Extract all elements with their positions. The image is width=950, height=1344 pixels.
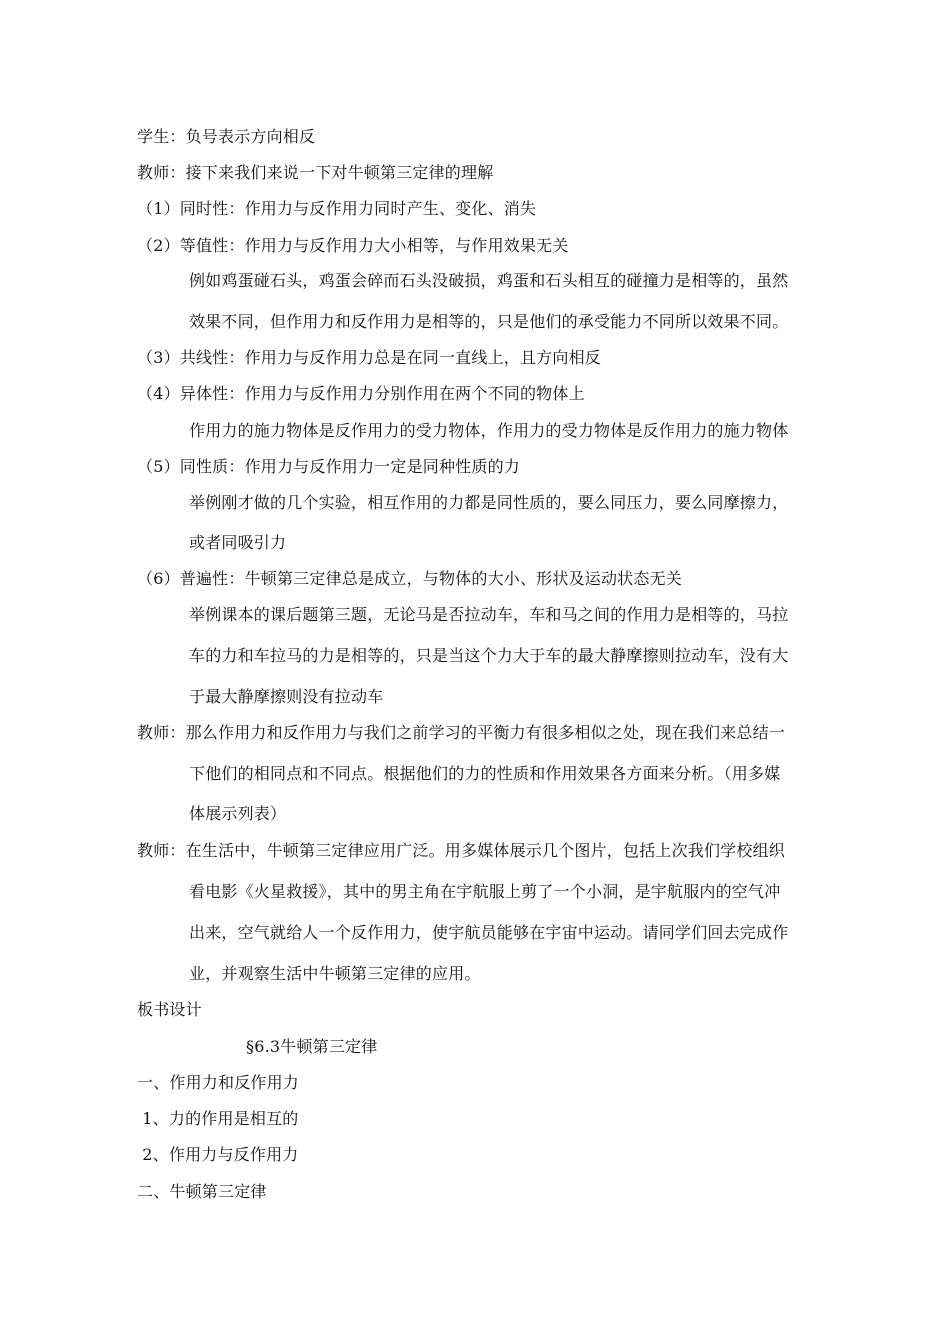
- text-line: 教师：接下来我们来说一下对牛顿第三定律的理解: [137, 163, 494, 182]
- text-line: 举例课本的课后题第三题，无论马是否拉动车，车和马之间的作用力是相等的，马拉: [189, 605, 789, 624]
- text-line: 下他们的相同点和不同点。根据他们的力的性质和作用效果各方面来分析。（用多媒: [189, 764, 781, 783]
- board-title: §6.3牛顿第三定律: [246, 1037, 378, 1056]
- text-line: 于最大静摩擦则没有拉动车: [189, 687, 384, 706]
- outline-item: 2、作用力与反作用力: [137, 1145, 299, 1164]
- text-line: 教师：那么作用力和反作用力与我们之前学习的平衡力有很多相似之处，现在我们来总结一: [137, 723, 786, 742]
- outline-item: 二、牛顿第三定律: [137, 1182, 267, 1201]
- text-line: （1）同时性：作用力与反作用力同时产生、变化、消失: [137, 199, 537, 218]
- text-line: 出来，空气就给人一个反作用力，使宇航员能够在宇宙中运动。请同学们回去完成作: [189, 923, 789, 942]
- text-line: 举例刚才做的几个实验，相互作用的力都是同性质的，要么同压力，要么同摩擦力，: [189, 493, 789, 512]
- text-line: （3）共线性：作用力与反作用力总是在同一直线上，且方向相反: [137, 348, 601, 367]
- text-line: （2）等值性：作用力与反作用力大小相等，与作用效果无关: [137, 236, 569, 255]
- text-line: 学生：负号表示方向相反: [137, 127, 316, 146]
- text-line: 作用力的施力物体是反作用力的受力物体，作用力的受力物体是反作用力的施力物体: [189, 421, 789, 440]
- text-line: 业，并观察生活中牛顿第三定律的应用。: [189, 964, 481, 983]
- section-heading: 板书设计: [137, 1000, 202, 1019]
- text-line: （4）异体性：作用力与反作用力分别作用在两个不同的物体上: [137, 384, 585, 403]
- text-line: 或者同吸引力: [189, 533, 287, 552]
- text-line: 效果不同，但作用力和反作用力是相等的，只是他们的承受能力不同所以效果不同。: [189, 312, 789, 331]
- text-line: （5）同性质：作用力与反作用力一定是同种性质的力: [137, 457, 520, 476]
- outline-item: 一、作用力和反作用力: [137, 1073, 300, 1092]
- outline-item: 1、力的作用是相互的: [137, 1109, 299, 1128]
- text-line: 例如鸡蛋碰石头，鸡蛋会碎而石头没破损，鸡蛋和石头相互的碰撞力是相等的，虽然: [189, 271, 789, 290]
- text-line: （6）普遍性：牛顿第三定律总是成立，与物体的大小、形状及运动状态无关: [137, 569, 682, 588]
- text-line: 看电影《火星救援》，其中的男主角在宇航服上剪了一个小洞，是宇航服内的空气冲: [189, 882, 781, 901]
- text-line: 车的力和车拉马的力是相等的，只是当这个力大于车的最大静摩擦则拉动车，没有大: [189, 646, 789, 665]
- text-line: 教师：在生活中，牛顿第三定律应用广泛。用多媒体展示几个图片，包括上次我们学校组织: [137, 841, 786, 860]
- text-line: 体展示列表）: [189, 804, 287, 823]
